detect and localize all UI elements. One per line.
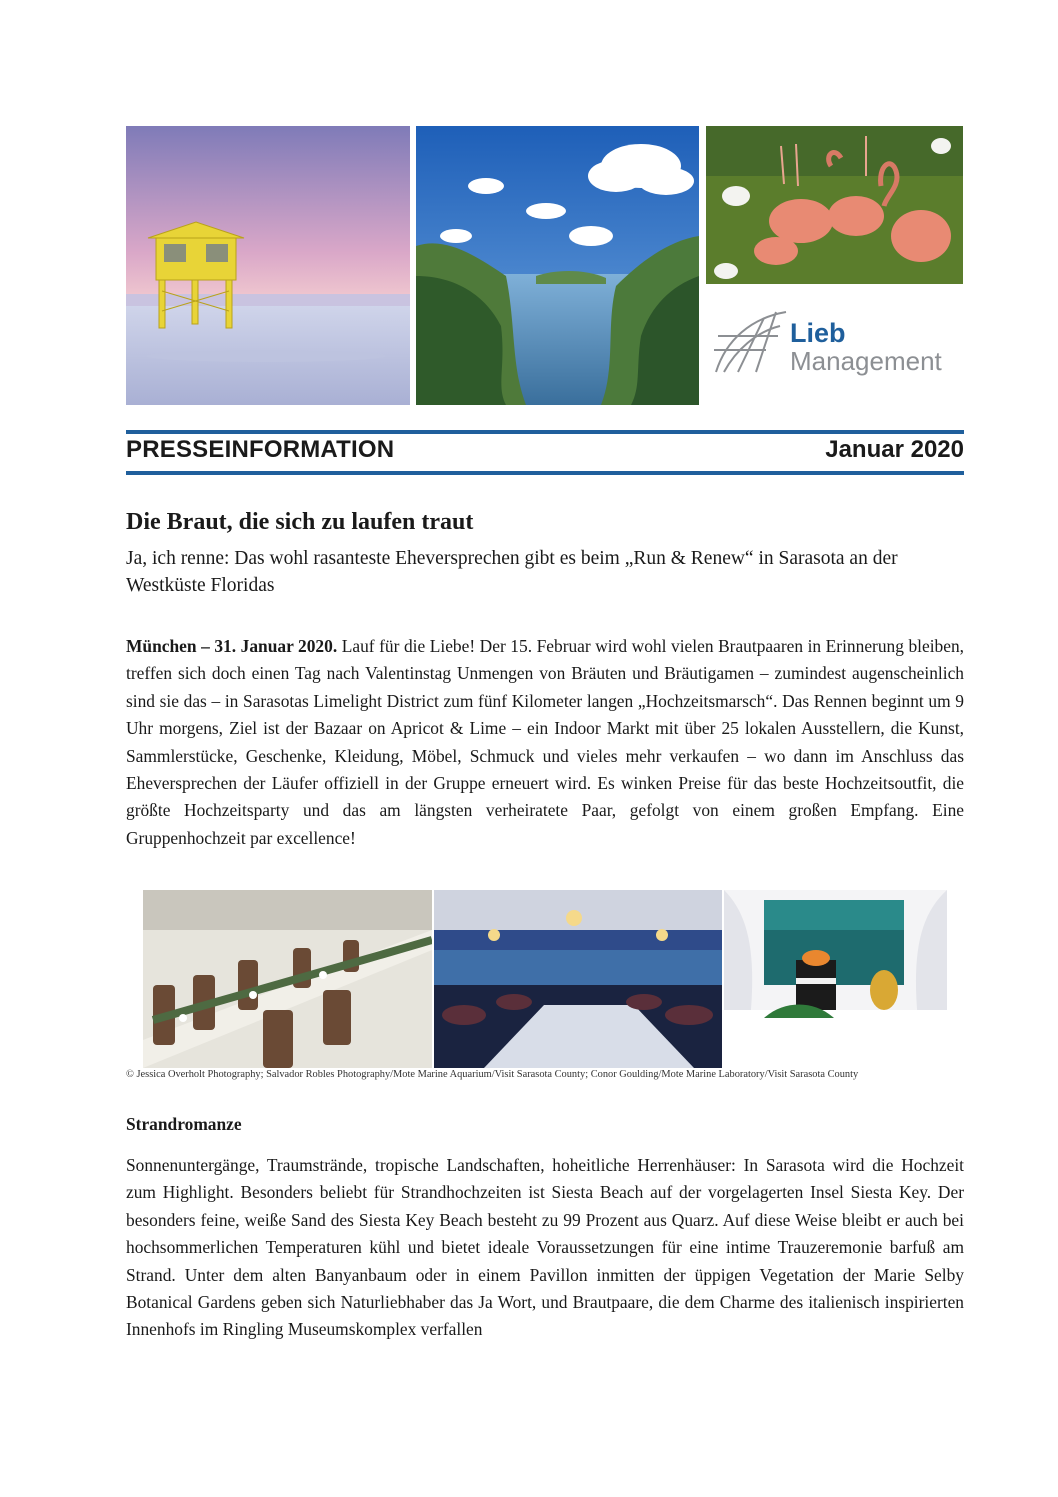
tropical-cake-photo (724, 890, 947, 1068)
press-date: Januar 2020 (825, 436, 964, 463)
dateline: München – 31. Januar 2020. (126, 636, 338, 656)
header-rule-bottom (126, 471, 964, 475)
press-label: PRESSEINFORMATION (126, 436, 395, 463)
logo-line1: Lieb (790, 318, 846, 348)
article-subheadline: Ja, ich renne: Das wohl rasanteste Eheversprechen gibt es beim „Run & Renew“ in Sarasota an der Westküste Floridas (126, 548, 898, 596)
header-rule-top (126, 430, 964, 434)
lead-paragraph (126, 633, 964, 852)
logo-line2: Management (790, 346, 942, 376)
section-title: Strandromanze (126, 1114, 242, 1134)
wedding-table-photo (143, 890, 432, 1068)
lieb-management-logo (706, 290, 963, 405)
lead-text: Lauf für die Liebe! Der 15. Februar wird wohl vielen Brautpaaren in Erinnerung bleiben, treffen sich doch einen Tag nach Valentinstag Unmengen von Bräuten und Bräutigamen – zumindest augenscheinlich sind sie das – in Sarasotas Limelight District zum fünf Kilometer langen „Hochzeitsmarsch“. Das Rennen beginnt um 9 Uhr morgens, Ziel ist der Bazaar on Apricot & Lime – ein Indoor Markt mit über 25 lokalen Ausstellern, die Kunst, Sammlerstücke, Geschenke, Kleidung, Möbel, Schmuck und vieles mehr verkaufen – wo dann im Anschluss das Eheversprechen der Läufer offiziell in der Gruppe erneuert wird. Es winken Preise für das beste Hochzeitsoutfit, die größte Hochzeitsparty und das am längsten verheiratete Paar, gefolgt von einem großen Empfang. Eine Gruppenhochzeit par excellence! (126, 636, 965, 848)
chandelier-hall-photo (434, 890, 722, 1068)
photo-credits-caption: © Jessica Overholt Photography; Salvador Robles Photography/Mote Marine Aquarium/Visit Sarasota County; Conor Goulding/Mote Marine Laboratory/Visit Sarasota County (126, 1069, 859, 1080)
yellow-lifeguard-tower-beach-photo (126, 126, 410, 405)
article-headline: Die Braut, die sich zu laufen traut (126, 509, 474, 535)
section-body: Sonnenuntergänge, Traumstrände, tropische Landschaften, hoheitliche Herrenhäuser: In Sarasota wird die Hochzeit zum Highlight. Besonders beliebt für Strandhochzeiten ist Siesta Beach auf der vorgelagerten Insel Siesta Key. Der besonders feine, weiße Sand des Siesta Key Beach besteht zu 99 Prozent aus Quarz. Auf diese Weise bleibt er auch bei hochsommerlichen Temperaturen kühl und bietet ideale Voraussetzungen für eine intime Trauzeremonie barfuß am Strand. Unter dem alten Banyanbaum oder in einem Pavillon inmitten der üppigen Vegetation der Marie Selby Botanical Gardens geben sich Naturliebhaber das Ja Wort, und Brautpaare, die dem Charme des italienisch inspirierten Innenhofs im Ringling Museumskomplex verfallen (126, 1155, 964, 1340)
flamingos-photo (706, 126, 963, 284)
mangrove-lagoon-photo (416, 126, 699, 405)
